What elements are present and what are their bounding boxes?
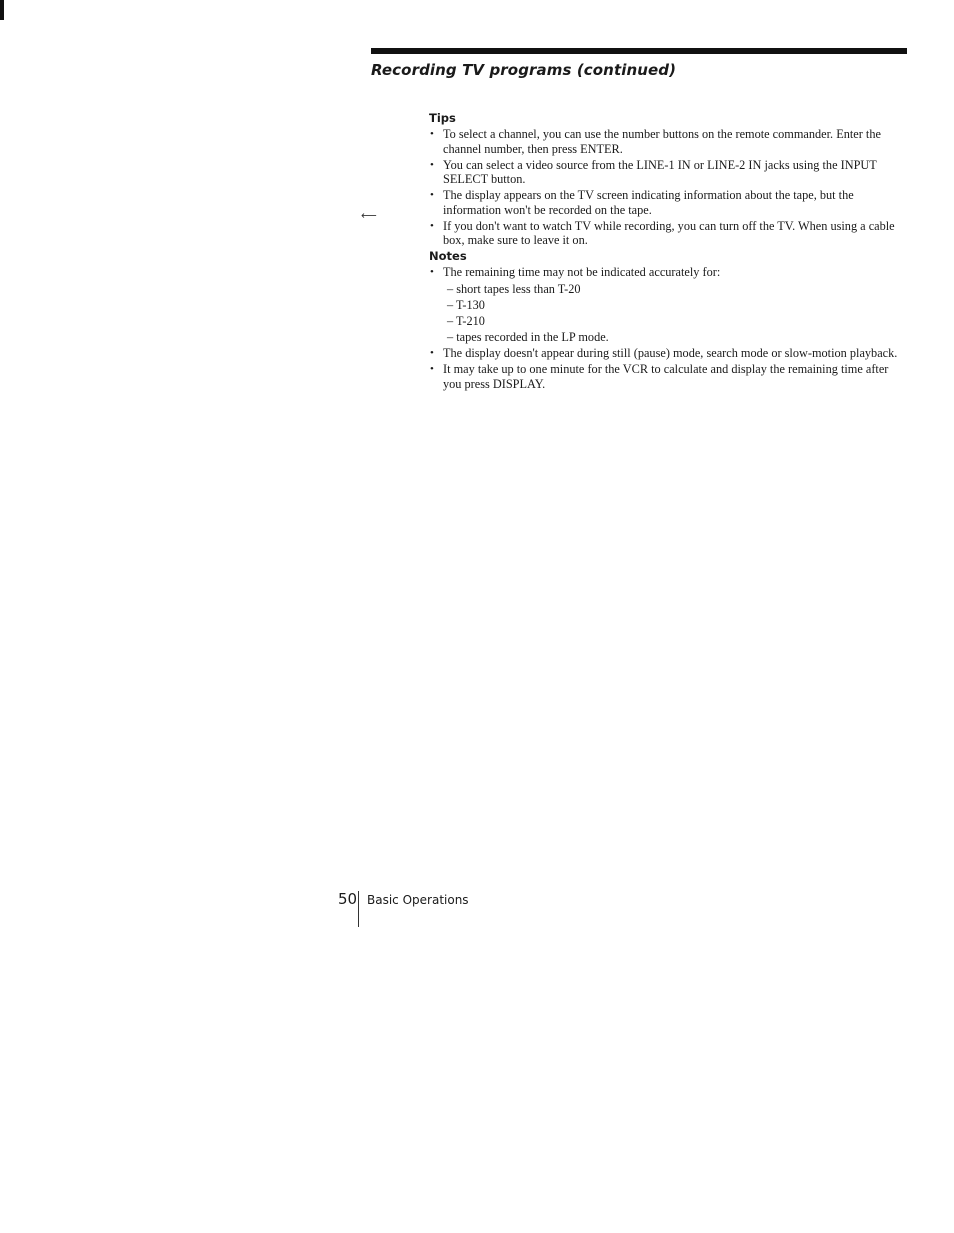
tip-text: If you don't want to watch TV while recording, you can turn off the TV. When using a cable box, make sure to leave it on. xyxy=(443,218,895,247)
note-item xyxy=(429,265,909,345)
header-rule xyxy=(371,48,907,54)
footer-divider xyxy=(358,891,359,927)
bullet-icon: • xyxy=(430,347,434,359)
bullet-icon: • xyxy=(430,219,434,232)
bullet-icon: • xyxy=(430,158,434,171)
bullet-icon: • xyxy=(430,128,434,140)
margin-arrow-icon: ⟵ xyxy=(361,209,377,222)
section-heading: Recording TV programs (continued) xyxy=(371,61,677,79)
sub-list-item: – short tapes less than T-20 xyxy=(447,281,581,296)
sub-list-item: – tapes recorded in the LP mode. xyxy=(447,329,609,344)
content-body xyxy=(429,111,909,393)
page-number: 50 xyxy=(338,890,358,908)
notes-heading: Notes xyxy=(429,249,467,263)
sub-list-item: – T-210 xyxy=(447,313,485,328)
note-item xyxy=(429,362,909,391)
tip-text: The display appears on the TV screen indicating information about the tape, but the information won't be recorded on the tape. xyxy=(443,188,854,217)
sub-list-item: – T-130 xyxy=(447,297,485,312)
tip-item xyxy=(429,188,909,217)
bullet-icon: • xyxy=(430,189,434,201)
note-text: It may take up to one minute for the VCR to calculate and display the remaining time after you press DISPLAY. xyxy=(443,362,889,391)
tip-item xyxy=(429,127,909,156)
tips-list xyxy=(429,127,909,248)
tip-item xyxy=(429,158,909,187)
bullet-icon: • xyxy=(430,266,434,278)
note-item xyxy=(429,346,909,361)
tape-exceptions-list xyxy=(443,281,909,345)
bullet-icon: • xyxy=(430,363,434,375)
tip-text: To select a channel, you can use the number buttons on the remote commander. Enter the channel number, then press ENTER. xyxy=(443,127,881,156)
tip-text: You can select a video source from the LINE-1 IN or LINE-2 IN jacks using the INPUT SELECT button. xyxy=(443,157,877,186)
notes-list xyxy=(429,265,909,391)
tip-item xyxy=(429,219,909,248)
note-text: The display doesn't appear during still (pause) mode, search mode or slow-motion playback. xyxy=(443,346,898,360)
footer-section-name: Basic Operations xyxy=(367,893,469,907)
note-text: The remaining time may not be indicated accurately for: xyxy=(443,265,721,279)
page-edge-mark xyxy=(0,0,4,20)
tips-heading: Tips xyxy=(429,111,456,125)
